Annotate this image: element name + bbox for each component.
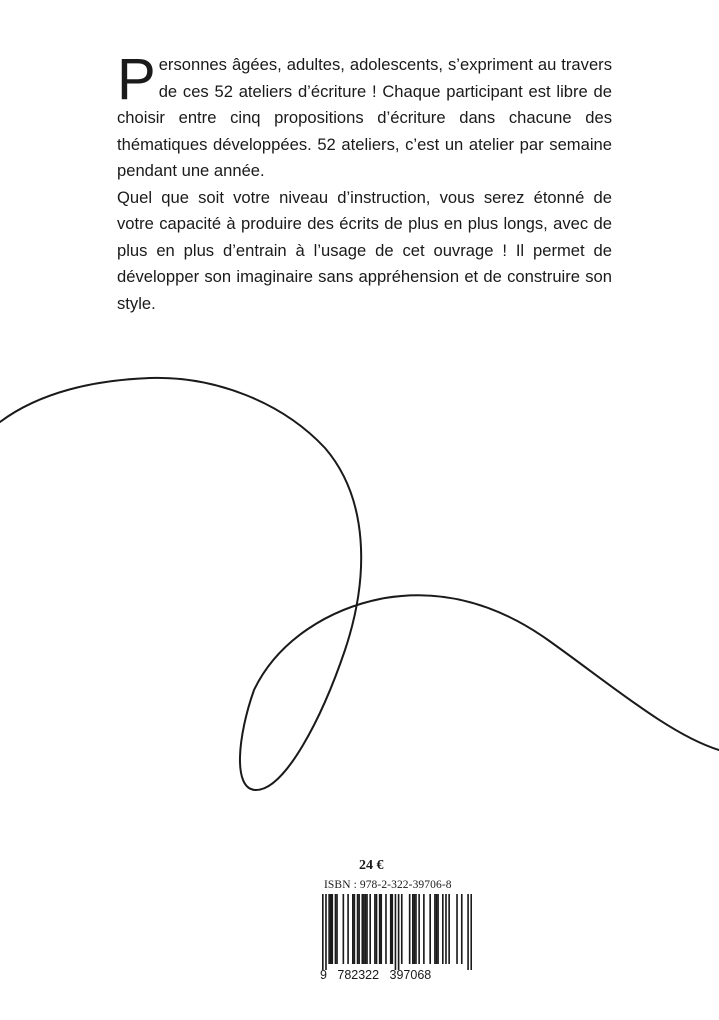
- barcode-bar: [343, 894, 345, 964]
- barcode-bar: [395, 894, 397, 970]
- barcode-digits: [320, 968, 431, 982]
- blurb-paragraph-1-text: ersonnes âgées, adultes, adolescents, s’expriment au travers de ces 52 ateliers d’écriture ! Chaque participant est libre de choisir entre cinq propositions d’écriture dans chacune des thématiques développées. 52 ateliers, c’est un atelier par semaine pendant une année.: [117, 55, 612, 180]
- barcode: [322, 894, 472, 970]
- barcode-bar: [374, 894, 376, 964]
- barcode-bar: [390, 894, 392, 964]
- barcode-left-group: 782322: [337, 968, 380, 982]
- barcode-bar: [380, 894, 382, 964]
- barcode-bar: [442, 894, 444, 964]
- barcode-bar: [414, 894, 416, 964]
- barcode-bar: [336, 894, 338, 964]
- barcode-bar: [436, 894, 438, 964]
- barcode-bar: [347, 894, 349, 964]
- barcode-bar: [456, 894, 458, 964]
- barcode-first-digit: 9: [320, 968, 327, 982]
- barcode-bar: [418, 894, 420, 964]
- barcode-bar: [354, 894, 356, 964]
- barcode-bar: [365, 894, 367, 964]
- barcode-bar: [335, 894, 337, 964]
- barcode-bar: [357, 894, 359, 964]
- barcode-bar: [379, 894, 381, 964]
- barcode-bar: [409, 894, 411, 964]
- blurb-paragraph-2: Quel que soit votre niveau d’instruction, vous serez étonné de votre capacité à produire des écrits de plus en plus longs, avec de plus en plus d’entrain à l’usage de cet ouvrage ! Il permet de développer son imaginaire sans appréhension et de construire son style.: [117, 187, 612, 313]
- barcode-bar: [385, 894, 387, 964]
- barcode-bar: [369, 894, 371, 964]
- barcode-bar: [398, 894, 400, 970]
- barcode-bar: [322, 894, 324, 970]
- barcode-bar: [331, 894, 333, 964]
- barcode-bar: [361, 894, 363, 964]
- barcode-bar: [434, 894, 436, 964]
- barcode-bar: [437, 894, 439, 964]
- isbn-label: ISBN : 978-2-322-39706-8: [324, 879, 452, 891]
- barcode-bar: [352, 894, 354, 964]
- barcode-bar: [412, 894, 414, 964]
- barcode-bar: [415, 894, 417, 964]
- barcode-bar: [401, 894, 403, 964]
- barcode-bar: [423, 894, 425, 964]
- barcode-bar: [470, 894, 472, 970]
- barcode-bar: [328, 894, 330, 964]
- barcode-bar: [448, 894, 450, 964]
- barcode-bar: [376, 894, 378, 964]
- drop-cap: P: [117, 47, 156, 112]
- barcode-right-group: 397068: [389, 968, 432, 982]
- barcode-bar: [358, 894, 360, 964]
- barcode-bar: [330, 894, 332, 964]
- price-label: 24 €: [359, 858, 384, 873]
- barcode-bar: [467, 894, 469, 970]
- barcode-bar: [325, 894, 327, 970]
- barcode-bar: [429, 894, 431, 964]
- barcode-bar: [445, 894, 447, 964]
- barcode-bar: [391, 894, 393, 964]
- continuous-line-stroke: [0, 378, 719, 790]
- barcode-bar: [366, 894, 368, 964]
- barcode-bar: [461, 894, 463, 964]
- barcode-bar: [363, 894, 365, 964]
